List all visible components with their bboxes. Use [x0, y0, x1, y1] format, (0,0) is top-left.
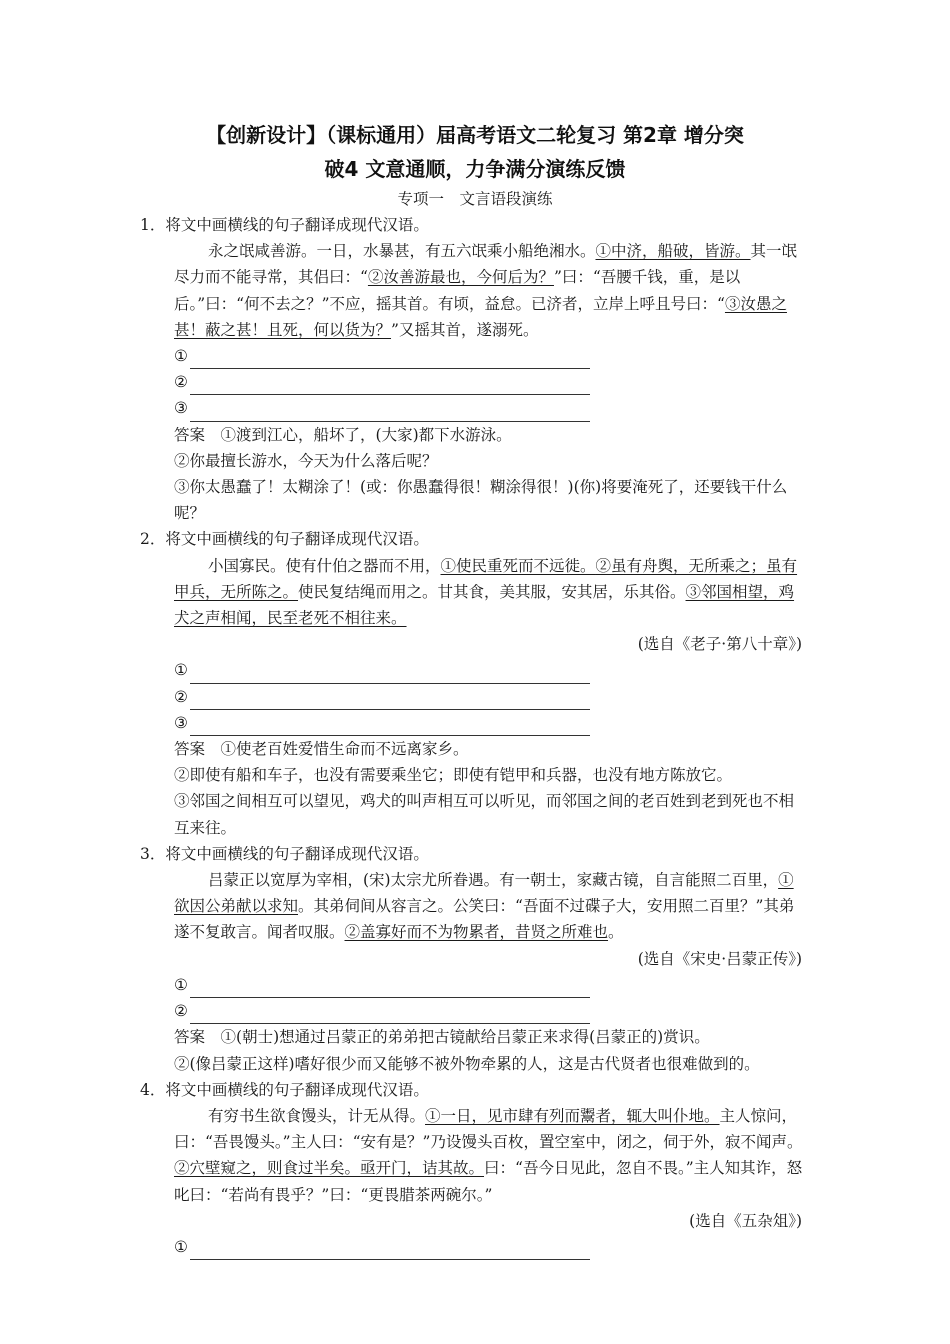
- underlined-sentence: ①中济，船破，皆游。: [595, 242, 751, 261]
- answer-text: 答案 ①(朝士)想通过吕蒙正的弟弟把古镜献给吕蒙正来求得(吕蒙正的)赏识。: [174, 1028, 710, 1047]
- question-2-passage: 小国寡民。使有什伯之器而不用，①使民重死而不远徙。②虽有舟舆，无所乘之；虽有甲兵，无所陈之。使民复结绳而用之。甘其食，美其服，安其居，乐其俗。③邻国相望，鸡犬之声相闻，民至老死不相往来。: [174, 556, 798, 628]
- answer-text: ②即使有船和车子，也没有需要乘坐它；即使有铠甲和兵器，也没有地方陈放它。: [174, 766, 733, 785]
- underlined-sentence: ①一日，见市肆有列而鬻者，辄大叫仆地。: [425, 1106, 720, 1125]
- source-citation: (选自《宋史·吕蒙正传》): [637, 949, 802, 968]
- question-3-prompt: 3．将文中画横线的句子翻译成现代汉语。: [140, 844, 429, 863]
- underlined-sentence: ②穴壁窥之，则食过半矣。亟开门，诘其故。: [174, 1159, 485, 1178]
- answer-blank-line: ②: [140, 369, 808, 395]
- answer-text: ③你太愚蠢了！太糊涂了！(或：你愚蠢得很！糊涂得很！)(你)将要淹死了，还要钱干什么呢？: [174, 478, 788, 523]
- underlined-sentence: ①使民重死而不远徙。: [440, 556, 596, 575]
- answer-text: 答案 ①渡到江心，船坏了，(大家)都下水游泳。: [174, 425, 512, 444]
- question-4-passage: 有穷书生欲食馒头，计无从得。①一日，见市肆有列而鬻者，辄大叫仆地。主人惊问，曰：“吾畏馒头。”主人曰：“安有是？”乃设馒头百枚，置空室中，闭之，伺于外，寂不闻声。②穴壁窥之，则食过半矣。亟开门，诘其故。曰：“吾今日见此，忽自不畏。”主人知其诈，怒叱曰：“若尚有畏乎？”曰：“更畏腊茶两碗尔。”: [174, 1106, 803, 1204]
- underlined-sentence: ②汝善游最也，今何后为？: [367, 268, 554, 287]
- question-1-prompt: 1．将文中画横线的句子翻译成现代汉语。: [140, 216, 429, 234]
- underlined-sentence: ②虽有舟舆，无所乘之；虽有甲兵，无所陈之。: [174, 556, 798, 601]
- underlined-sentence: ②盖寡好而不为物累者，昔贤之所难也: [344, 923, 609, 942]
- underlined-sentence: ③汝愚之甚！蔽之甚！且死，何以货为？: [174, 294, 787, 339]
- title-line-1: 【创新设计】（课标通用）届高考语文二轮复习 第2章 增分突: [206, 123, 744, 147]
- document-title: [140, 118, 810, 186]
- question-2-prompt: 2．将文中画横线的句子翻译成现代汉语。: [140, 530, 429, 549]
- answer-blank-line: ①: [140, 1234, 808, 1260]
- answer-text: ③邻国之间相互可以望见，鸡犬的叫声相互可以听见，而邻国之间的老百姓到老到死也不相互来往。: [174, 792, 795, 837]
- answer-blank-line: ①: [140, 657, 808, 683]
- source-citation: (选自《老子·第八十章》): [637, 635, 802, 654]
- question-4-prompt: 4．将文中画横线的句子翻译成现代汉语。: [140, 1080, 429, 1099]
- answer-blank-line: ②: [140, 998, 808, 1024]
- answer-blank-line: ①: [140, 972, 808, 998]
- answer-text: 答案 ①使老百姓爱惜生命而不远离家乡。: [174, 740, 469, 759]
- title-line-2: 破4 文意通顺，力争满分演练反馈: [324, 157, 626, 181]
- underlined-sentence: ①欲因公弟献以求知: [174, 871, 794, 916]
- question-1-passage: 永之氓咸善游。一日，水暴甚，有五六氓乘小船绝湘水。①中济，船破，皆游。其一氓尽力而不能寻常，其侣曰：“②汝善游最也，今何后为？”曰：“吾腰千钱，重，是以后。”曰：“何不去之？”不应，摇其首。有顷，益怠。已济者，立岸上呼且号曰：“③汝愚之甚！蔽之甚！且死，何以货为？”又摇其首，遂溺死。: [174, 242, 798, 339]
- answer-text: ②你最擅长游水，今天为什么落后呢？: [174, 451, 438, 470]
- underlined-sentence: ③邻国相望，鸡犬之声相闻，民至老死不相往来。: [174, 582, 795, 628]
- document-body: [140, 212, 808, 1260]
- source-citation: (选自《五杂俎》): [689, 1211, 802, 1230]
- answer-blank-line: ①: [140, 343, 808, 369]
- section-subtitle: 专项一 文言语段演练: [397, 190, 553, 208]
- answer-text: ②(像吕蒙正这样)嗜好很少而又能够不被外物牵累的人，这是古代贤者也很难做到的。: [174, 1054, 760, 1073]
- answer-blank-line: ③: [140, 710, 808, 736]
- question-3-passage: 吕蒙正以宽厚为宰相，(宋)太宗尤所眷遇。有一朝士，家藏古镜，自言能照二百里，①欲因公弟献以求知。其弟伺间从容言之。公笑曰：“吾面不过碟子大，安用照二百里？”其弟遂不复敢言。闻者叹服。②盖寡好而不为物累者，昔贤之所难也。: [174, 871, 795, 942]
- answer-blank-line: ②: [140, 684, 808, 710]
- answer-blank-line: ③: [140, 395, 808, 421]
